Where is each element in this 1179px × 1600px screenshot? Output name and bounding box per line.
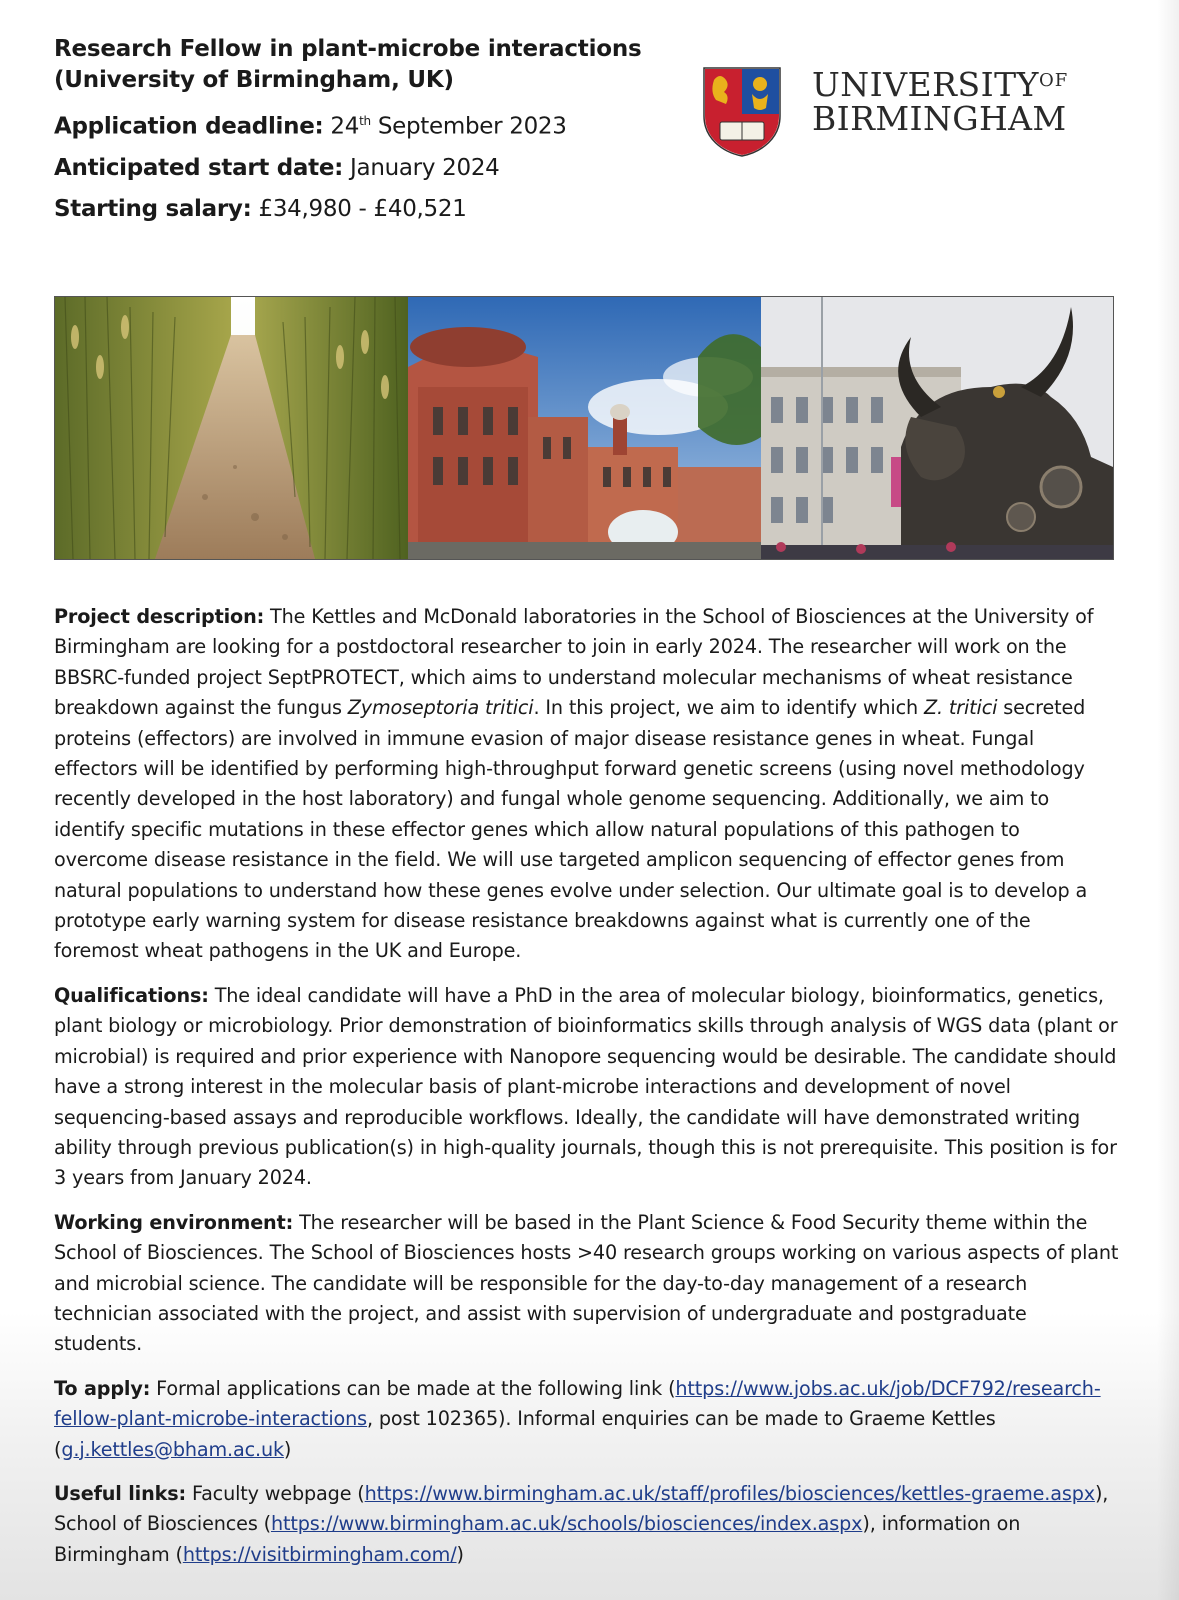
useful-links: Useful links: Faculty webpage (https://www.birmingham.ac.uk/staff/profiles/biosciences/kettles-graeme.aspx), School of Biosciences (https://www.birmingham.ac.uk/schools/biosciences/index.aspx), information on Birmingham (https://visitbirmingham.com/) bbox=[54, 1481, 1109, 1566]
salary-value: £34,980 - £40,521 bbox=[251, 195, 467, 222]
project-description-label: Project description: bbox=[54, 605, 265, 628]
logo-wordmark-line1: $UNIVERSITY^{OF}$ bbox=[812, 65, 1069, 104]
mechanical-bull-statue-photo bbox=[761, 297, 1113, 559]
wheat-field-photo bbox=[55, 297, 408, 559]
start-date bbox=[54, 155, 694, 182]
working-environment: Working environment: The researcher will be based in the Plant Science & Food Security theme within the School of Biosciences. The School of Biosciences hosts >40 research groups working on various aspects of plant and microbial science. The candidate will be responsible for the day-to-day management of a research technician associated with the project, and assist with supervision of undergraduate and postgraduate students. bbox=[54, 1210, 1119, 1356]
deadline-day: 24 bbox=[330, 113, 360, 140]
project-description: Project description: The Kettles and McDonald laboratories in the School of Biosciences at the University of Birmingham are looking for a postdoctoral researcher to join in early 2024. The researcher will work on the BBSRC-funded project SeptPROTECT, which aims to understand molecular mechanisms of wheat resistance breakdown against the fungus Zymoseptoria tritici. In this project, we aim to identify which Z. tritici secreted proteins (effectors) are involved in immune evasion of major disease resistance genes in wheat. Fungal effectors will be identified by performing high-throughput forward genetic screens (using novel methodology recently developed in the host laboratory) and fungal whole genome sequencing. Additionally, we aim to identify specific mutations in these effector genes which allow natural populations of this pathogen to overcome disease resistance in the field. We will use targeted amplicon sequencing of effector genes from natural populations to understand how these genes evolve under selection. Our ultimate goal is to develop a prototype early warning system for disease resistance breakdowns against what is currently one of the foremost wheat pathogens in the UK and Europe. bbox=[54, 605, 1094, 963]
to-apply-label: To apply: bbox=[54, 1376, 151, 1400]
contact-email-link[interactable]: g.j.kettles@bham.ac.uk bbox=[61, 1437, 284, 1461]
start-date-label: Anticipated start date: bbox=[54, 154, 344, 181]
qualifications-label: Qualifications: bbox=[54, 983, 209, 1007]
job-title-line1: Research Fellow in plant-microbe interactions bbox=[54, 36, 642, 62]
visit-birmingham-link[interactable]: https://visitbirmingham.com/ bbox=[182, 1542, 457, 1566]
job-posting-link[interactable]: https://www.jobs.ac.uk/job/DCF792/research-fellow-plant-microbe-interactions bbox=[54, 1376, 1101, 1431]
photo-strip bbox=[54, 296, 1114, 560]
start-date-value: January 2024 bbox=[343, 154, 500, 181]
red-brick-campus-photo bbox=[408, 297, 761, 559]
page-edge-shadow bbox=[1157, 0, 1179, 1600]
deadline-month-year: September 2023 bbox=[370, 113, 567, 140]
advert-body bbox=[54, 602, 1119, 1584]
advert-header bbox=[54, 34, 694, 223]
university-logo bbox=[702, 62, 1102, 162]
salary-label: Starting salary: bbox=[54, 195, 252, 222]
useful-links-label: Useful links: bbox=[54, 1481, 186, 1505]
school-of-biosciences-link[interactable]: https://www.birmingham.ac.uk/schools/biosciences/index.aspx bbox=[270, 1512, 863, 1536]
job-title bbox=[54, 34, 694, 96]
application-deadline bbox=[54, 108, 694, 141]
qualifications: Qualifications: The ideal candidate will have a PhD in the area of molecular biology, bioinformatics, genetics, plant biology or microbiology. Prior demonstration of bioinformatics skills through analysis of WGS data (plant or microbial) is required and prior experience with Nanopore sequencing would be desirable. The candidate should have a strong interest in the molecular basis of plant-microbe interactions and development of novel sequencing-based assays and reproducible workflows. Ideally, the candidate will have demonstrated writing ability through previous publication(s) in high-quality journals, though this is not prerequisite. This position is for 3 years from January 2024. bbox=[54, 983, 1118, 1190]
to-apply: To apply: Formal applications can be made at the following link (https://www.jobs.ac.uk/job/DCF792/research-fellow-plant-microbe-interactions, post 102365). Informal enquiries can be made to Graeme Kettles (g.j.kettles@bham.ac.uk) bbox=[54, 1376, 1101, 1461]
job-title-line2: (University of Birmingham, UK) bbox=[54, 67, 454, 93]
university-crest-icon bbox=[702, 66, 782, 158]
deadline-ordinal: th bbox=[359, 114, 371, 128]
deadline-label: Application deadline: bbox=[54, 113, 324, 140]
logo-wordmark-line2: BIRMINGHAM bbox=[812, 99, 1067, 138]
starting-salary bbox=[54, 196, 694, 223]
working-environment-label: Working environment: bbox=[54, 1210, 294, 1234]
faculty-webpage-link[interactable]: https://www.birmingham.ac.uk/staff/profiles/biosciences/kettles-graeme.aspx bbox=[364, 1481, 1095, 1505]
